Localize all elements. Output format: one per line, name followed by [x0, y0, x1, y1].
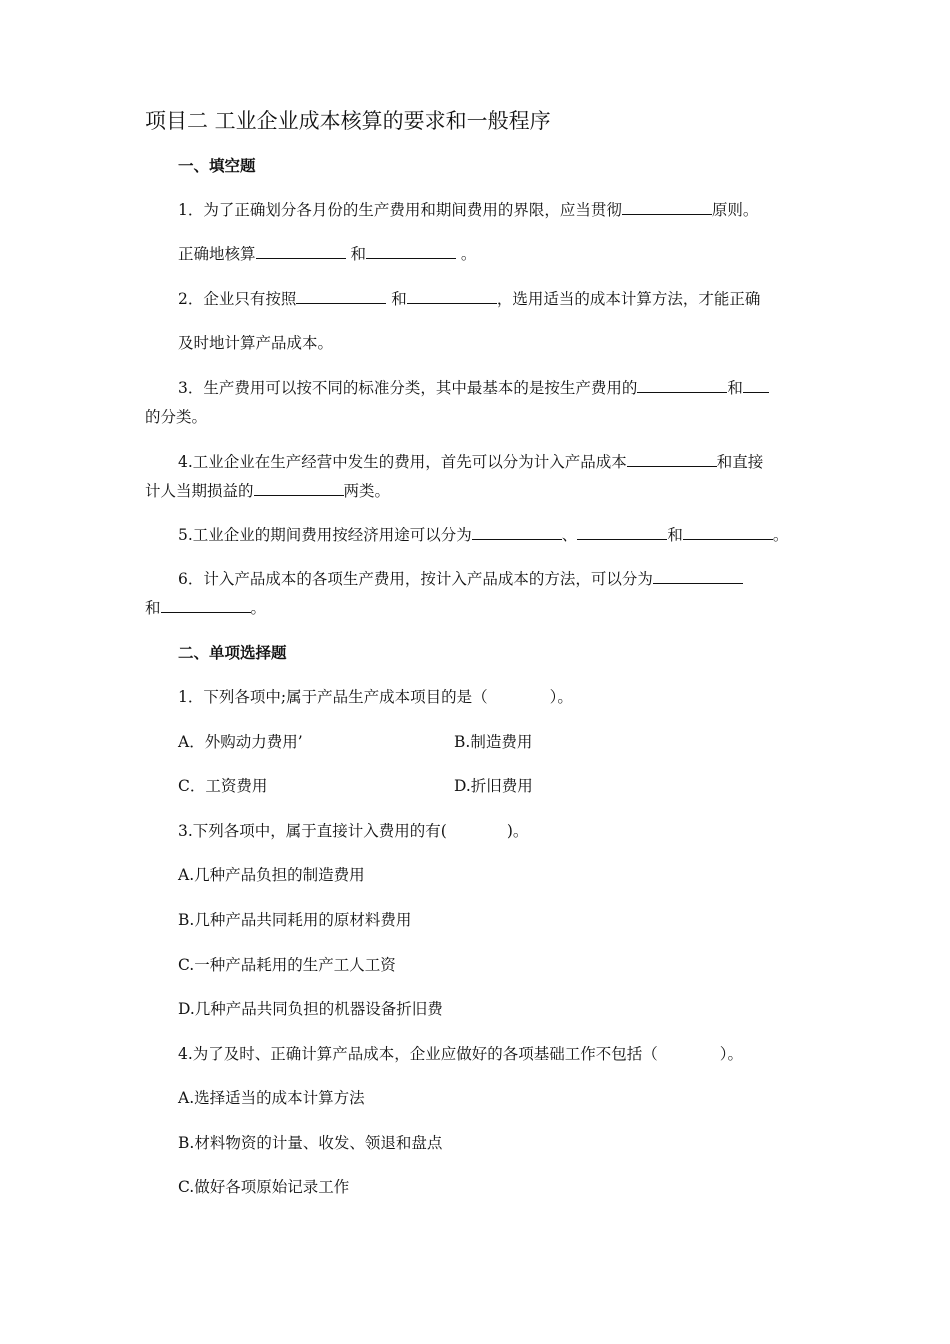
question-1-line-2 [178, 243, 476, 265]
section-heading-single-choice: 二、单项选择题 [178, 644, 287, 662]
choice-question-4 [178, 1043, 743, 1065]
answer-blank[interactable] [254, 480, 344, 496]
choice-option-b[interactable]: B.几种产品共同耗用的原材料费用 [178, 911, 412, 929]
choice-option-d[interactable]: D.几种产品共同负担的机器设备折旧费 [178, 1000, 443, 1018]
question-3-line-2: 的分类。 [145, 408, 208, 426]
choice-option-d[interactable]: D.折旧费用 [454, 777, 533, 795]
question-text: 正确地核算 [178, 245, 256, 263]
question-text: )。 [506, 822, 529, 840]
question-text: 5.工业企业的期间费用按经济用途可以分为 [178, 526, 472, 544]
answer-blank[interactable] [653, 568, 743, 584]
question-text: 和 [145, 599, 161, 617]
answer-blank[interactable] [161, 597, 251, 613]
choice-option-c[interactable]: C.做好各项原始记录工作 [178, 1178, 350, 1196]
question-text: ，选用适当的成本计算方法，才能正确 [496, 290, 761, 308]
question-4-line-1 [178, 451, 763, 473]
question-text: 6．计入产品成本的各项生产费用，按计入产品成本的方法，可以分为 [178, 570, 653, 588]
question-6-line-1 [178, 568, 743, 590]
question-text: 1．为了正确划分各月份的生产费用和期间费用的界限，应当贯彻 [178, 201, 622, 219]
question-text: 3.下列各项中，属于直接计入费用的有( [178, 822, 447, 840]
question-text: 计人当期损益的 [145, 482, 254, 500]
question-text: 和 [345, 245, 366, 263]
page-title: 项目二 工业企业成本核算的要求和一般程序 [145, 109, 551, 133]
choice-option-b[interactable]: B.材料物资的计量、收发、领退和盘点 [178, 1134, 443, 1152]
choice-option-c[interactable]: C．工资费用 [178, 777, 268, 795]
question-text: 和直接 [716, 453, 764, 471]
question-text: 、 [561, 526, 578, 544]
answer-blank[interactable] [627, 451, 717, 467]
question-text: 。 [455, 245, 477, 263]
choice-option-a[interactable]: A.几种产品负担的制造费用 [178, 866, 365, 884]
question-1-line-1 [178, 199, 758, 221]
question-text: 原则。 [711, 201, 759, 219]
answer-blank[interactable] [743, 377, 769, 393]
answer-blank[interactable] [296, 288, 386, 304]
question-text: 4.工业企业在生产经营中发生的费用，首先可以分为计入产品成本 [178, 453, 627, 471]
choice-question-1 [178, 686, 573, 708]
question-text: 2．企业只有按照 [178, 290, 297, 308]
answer-blank[interactable] [637, 377, 727, 393]
question-text: 。 [772, 526, 789, 544]
choice-option-b[interactable]: B.制造费用 [454, 733, 533, 751]
choice-option-c[interactable]: C.一种产品耗用的生产工人工资 [178, 956, 396, 974]
question-text: 两类。 [343, 482, 391, 500]
question-4-line-2 [145, 480, 390, 502]
question-6-line-2 [145, 597, 266, 619]
section-heading-fill-in-blank: 一、填空题 [178, 157, 256, 175]
question-text: 和 [727, 379, 743, 397]
question-text: 4.为了及时、正确计算产品成本，企业应做好的各项基础工作不包括（ [178, 1045, 658, 1063]
choice-option-a[interactable]: A．外购动力费用’ [178, 733, 303, 751]
answer-blank[interactable] [622, 199, 712, 215]
question-text: 和 [667, 526, 683, 544]
question-2-line-1 [178, 288, 760, 310]
question-text: 和 [386, 290, 407, 308]
choice-question-3 [178, 820, 528, 842]
question-text: ）。 [719, 1045, 744, 1063]
answer-blank[interactable] [366, 243, 456, 259]
question-2-line-2: 及时地计算产品成本。 [178, 334, 334, 352]
question-5 [178, 524, 788, 546]
answer-blank[interactable] [472, 524, 562, 540]
question-text: 1．下列各项中;属于产品生产成本项目的是（ [178, 688, 488, 706]
question-text: ）。 [549, 688, 573, 706]
choice-option-a[interactable]: A.选择适当的成本计算方法 [178, 1089, 365, 1107]
question-3-line-1 [178, 377, 769, 399]
answer-blank[interactable] [683, 524, 773, 540]
question-text: 3．生产费用可以按不同的标准分类，其中最基本的是按生产费用的 [178, 379, 638, 397]
answer-blank[interactable] [256, 243, 346, 259]
answer-blank[interactable] [577, 524, 667, 540]
question-text: 。 [250, 599, 267, 617]
answer-blank[interactable] [407, 288, 497, 304]
